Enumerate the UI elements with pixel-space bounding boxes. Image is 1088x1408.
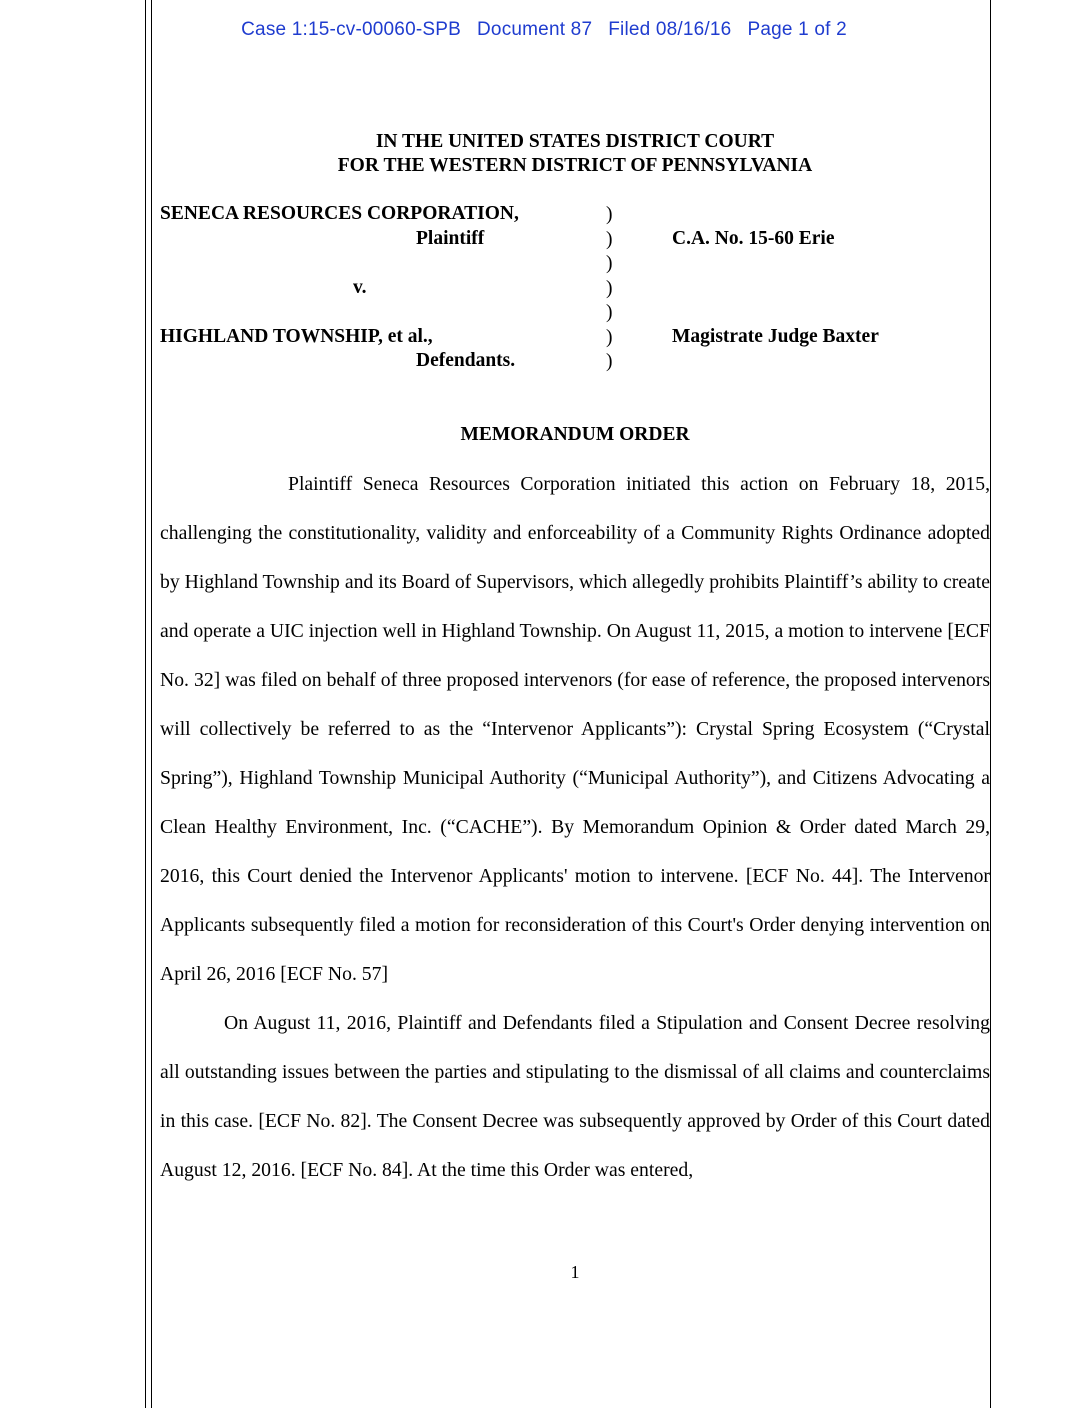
court-line-1: IN THE UNITED STATES DISTRICT COURT <box>375 131 775 152</box>
document-number: Document 87 <box>477 19 593 40</box>
versus: v. <box>353 277 367 298</box>
page-number: 1 <box>570 1262 580 1282</box>
document-body <box>160 460 990 1195</box>
court-line-2: FOR THE WESTERN DISTRICT OF PENNSYLVANIA <box>337 155 813 176</box>
left-margin-rule-inner <box>151 0 152 1408</box>
defendant-name: HIGHLAND TOWNSHIP, et al., <box>160 326 433 347</box>
case-number: Case 1:15-cv-00060-SPB <box>241 19 461 40</box>
judge: Magistrate Judge Baxter <box>672 326 879 347</box>
right-margin-rule <box>990 0 991 1408</box>
paragraph-2: On August 11, 2016, Plaintiff and Defendants filed a Stipulation and Consent Decree resolving all outstanding issues between the parties and stipulating to the dismissal of all claims and counterclaims in this case. [ECF No. 82]. The Consent Decree was subsequently approved by Order of this Court dated August 12, 2016. [ECF No. 84]. At the time this Order was entered, <box>160 1012 990 1181</box>
court-heading <box>160 130 990 178</box>
paragraph-1: Plaintiff Seneca Resources Corporation initiated this action on February 18, 2015, challenging the constitutionality, validity and enforceability of a Community Rights Ordinance adopted by Highland Township and its Board of Supervisors, which allegedly prohibits Plaintiff’s ability to create and operate a UIC injection well in Highland Township. On August 11, 2015, a motion to intervene [ECF No. 32] was filed on behalf of three proposed intervenors (for ease of reference, the proposed intervenors will collectively be referred to as the “Intervenor Applicants”): Crystal Spring Ecosystem (“Crystal Spring”), Highland Township Municipal Authority (“Municipal Authority”), and Citizens Advocating a Clean Healthy Environment, Inc. (“CACHE”). By Memorandum Opinion & Order dated March 29, 2016, this Court denied the Intervenor Applicants' motion to intervene. [ECF No. 44]. The Intervenor Applicants subsequently filed a motion for reconsideration of this Court's Order denying intervention on April 26, 2016 [ECF No. 57] <box>160 473 990 985</box>
case-number-caption: C.A. No. 15-60 Erie <box>672 228 835 249</box>
caption-parentheses: ) ) ) ) ) ) ) <box>606 204 613 372</box>
left-margin-rule-outer <box>145 0 146 1408</box>
filed-date: Filed 08/16/16 <box>608 19 732 40</box>
plaintiff-name: SENECA RESOURCES CORPORATION, <box>160 203 519 224</box>
page-indicator: Page 1 of 2 <box>747 19 847 40</box>
ecf-header <box>0 19 1088 41</box>
document-title: MEMORANDUM ORDER <box>460 424 690 445</box>
defendant-role: Defendants. <box>416 350 516 371</box>
plaintiff-role: Plaintiff <box>416 228 485 249</box>
